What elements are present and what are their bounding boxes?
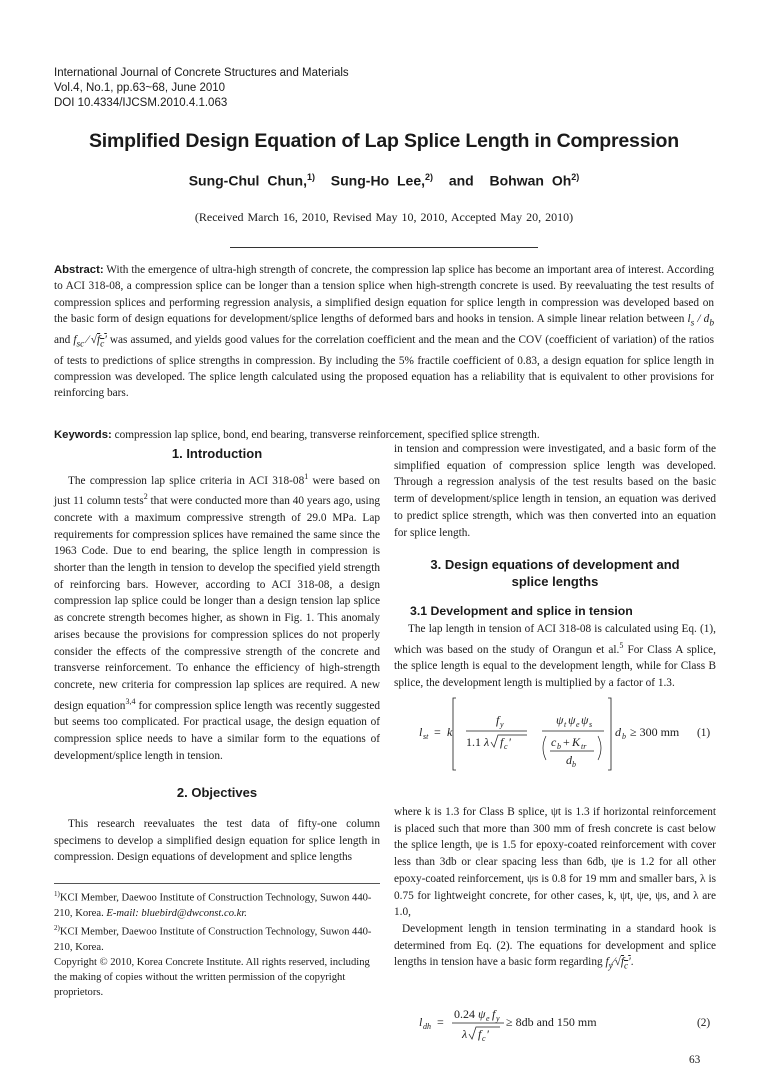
intro-text: were based on just 11 column tests — [54, 474, 380, 508]
svg-text:tr: tr — [581, 742, 587, 751]
journal-doi: DOI 10.4334/IJCSM.2010.4.1.063 — [54, 97, 228, 109]
author-affiliation-mark: 1) — [307, 172, 316, 182]
svg-text:b: b — [572, 760, 576, 769]
author-name: Sung-Chul Chun, — [188, 172, 307, 189]
header-divider — [230, 247, 538, 248]
svg-text:f: f — [496, 713, 500, 727]
footnote-text: KCI Member, Daewoo Institute of Construction Technology, Suwon 440-210, Korea. — [54, 892, 372, 919]
svg-text:0.24: 0.24 — [454, 1007, 475, 1021]
abstract-text-part1: With the emergence of ultra-high strength of concrete, the compression lap splice has become an important area of interest. According to ACI 318-08, a compression splice can be longer than a tension splice when high-strength concrete is used. By reevaluating the test results of compression splices and performing regression analysis, a simplified design equation for splice length in compression was developed based on the basic form of design equations for development/splice lengths of deformed bars and hooks in tension. A simple linear relation between — [54, 264, 715, 326]
svg-text:c: c — [504, 742, 508, 751]
svg-text:d: d — [566, 753, 572, 767]
author-conjunction: and — [448, 172, 474, 189]
journal-name: International Journal of Concrete Structures and Materials — [54, 67, 349, 79]
svg-text:e: e — [576, 720, 580, 729]
footnote-mark: 2) — [54, 923, 60, 932]
svg-text:′: ′ — [487, 1027, 490, 1041]
tension-text: For Class A splice, the splice length is equal to the development length, while for Class B splice, the development length is multiplied by a factor of 1.3. — [394, 643, 717, 689]
continuation-paragraph — [394, 441, 716, 541]
intro-text: that were conducted more than 40 years ago, using concrete with a maximum compressive strength of 29.0 MPa. Lap requirements for compression splices have remained the same since the 1963 Code. Due to end bearing, the splice length in compression is shorter than the length in tension to develop the specified yield strength of reinforcing bars. However, according to ACI 318-08, a design compression lap splice could be longer than a design tension lap splice as concrete strength becomes higher, as shown in Fig. 1. This anomaly arises because the provisions for compression splices do not properly consider the effects of the compressive strength of the concrete and transverse reinforcement. To enhance the efficiency of high-strength concrete, new criteria for compression lap splices are required. A new design equation — [54, 495, 380, 712]
equation-2-number: (2) — [697, 1017, 711, 1029]
inline-math: $f_{sc}$ ⁄ $√f_c'$ — [73, 333, 107, 350]
section-title-line: 3. Design equations of development and — [430, 557, 680, 572]
footnote-mark: 1) — [54, 890, 60, 898]
svg-text:b: b — [557, 742, 561, 751]
svg-text:dh: dh — [423, 1022, 431, 1031]
svg-text:K: K — [572, 735, 581, 749]
equation-2 — [394, 1000, 716, 1050]
author-affiliation-mark: 2) — [425, 172, 434, 182]
citation-mark: 2 — [143, 492, 148, 502]
svg-text:l: l — [419, 725, 423, 739]
copyright-notice: Copyright © 2010, Korea Concrete Institute. All rights reserved, including the making of copies without the written permission of the copyright proprietors. — [54, 956, 370, 999]
svg-text:l: l — [419, 1015, 423, 1029]
section-title-line: splice lengths — [511, 574, 599, 589]
svg-text:c: c — [551, 735, 557, 749]
svg-text:c: c — [482, 1034, 486, 1043]
svg-text:f: f — [500, 735, 504, 749]
svg-text:=: = — [437, 1015, 444, 1029]
svg-text:f: f — [478, 1027, 482, 1041]
intro-text: The compression lap splice criteria in ACI 318-08 — [68, 474, 305, 487]
svg-text:′: ′ — [509, 735, 512, 749]
intro-text: for compression splice length was recently suggested but seems too complicated. For practical usage, the design equation of compression splice needs to have a similar form to the equations of development/splice length in tension. — [54, 699, 381, 762]
citation-mark: 5 — [619, 640, 624, 650]
svg-text:ψ: ψ — [478, 1007, 486, 1021]
section-title-objectives: 2. Objectives — [176, 785, 258, 800]
author-name: Sung-Ho Lee, — [330, 172, 426, 189]
equation-1-bound: ≥ 300 mm — [630, 725, 680, 739]
equation-1-explanation: where k is 1.3 for Class B splice, ψt is 1.3 if horizontal reinforcement is placed such that more than 300 mm of fresh concrete is cast below the splice length, ψe is 1.5 for epoxy-coated reinforcement with cover less than 3db or clear spacing less than 6db, ψe is 1.2 for all other epoxy-coated reinforcement, ψs is 0.8 for 19 mm and smaller bars, λ is 0.75 for lightweight concrete, for other cases, k, ψt, ψe, ψs, and λ are 1.0, Development length in tension terminating in a standard hook is determined from Eq. (2). The equations for development and splice lengths in tension have a basic form regarding $f_y⁄√f_c'$. — [394, 806, 716, 972]
equation-2-bound: ≥ 8db and 150 mm — [506, 1015, 597, 1029]
keywords-text: compression lap splice, bond, end bearing, transverse reinforcement, specified splice strength. — [114, 429, 540, 441]
svg-text:e: e — [486, 1014, 490, 1023]
footnotes — [54, 887, 380, 1000]
where-text: where k is 1.3 for Class B splice, ψt is 1.3 if horizontal reinforcement is placed such that more than 300 mm of fresh concrete is cast below the splice length, ψe is 1.5 for epoxy-coated reinforcement with cover less than 3db or clear spacing less than 6db, ψe is 1.2 for all other epoxy-coated reinforcement, ψs is 0.8 for 19 mm and smaller bars, λ is 0.75 for lightweight concrete, for other cases, k, ψt, ψe, ψs, and λ are 1.0, — [394, 806, 716, 919]
journal-volume: Vol.4, No.1, pp.63~68, June 2010 — [54, 82, 226, 94]
svg-text:ψ: ψ — [556, 713, 564, 727]
section-title-design-equations — [394, 556, 716, 590]
svg-text:ψ: ψ — [581, 713, 589, 727]
subsection-title-tension: 3.1 Development and splice in tension — [410, 604, 633, 618]
inline-math: $l_s / d_b$ — [687, 313, 715, 329]
abstract-label: Abstract: — [54, 264, 104, 276]
svg-text:y: y — [500, 720, 504, 729]
paper-title: Simplified Design Equation of Lap Splice Length in Compression — [89, 130, 679, 152]
received-dates: (Received March 16, 2010, Revised May 10, 2010, Accepted May 20, 2010) — [194, 210, 574, 224]
page-number: 63 — [689, 1054, 701, 1066]
hook-text: Development length in tension terminating in a standard hook is determined from Eq. (2). The equations for development and splice lengths in tension have a basic form regarding — [394, 922, 716, 969]
continuation-text: in tension and compression were investigated, and a basic form of the simplified equation of compression splice length was developed. Through a regression analysis of the test results based on the basic term of development/splice length in tension, an equation was derived to predict splice strength, which was then converted into an equation for splice length. — [394, 443, 716, 539]
svg-text:t: t — [564, 720, 567, 729]
svg-text:+: + — [563, 735, 570, 749]
svg-text:f: f — [492, 1007, 496, 1021]
svg-text:=: = — [434, 725, 441, 739]
author-list — [0, 172, 768, 189]
footnote-text: KCI Member, Daewoo Institute of Construction Technology, Suwon 440-210, Korea. — [54, 926, 372, 953]
footnote-1 — [54, 887, 380, 921]
citation-mark: 3,4 — [125, 696, 136, 706]
section-title-introduction: 1. Introduction — [171, 446, 263, 461]
citation-mark: 1 — [304, 472, 309, 481]
svg-text:b: b — [622, 732, 626, 741]
introduction-paragraph — [54, 469, 380, 764]
journal-header — [54, 66, 349, 111]
equation-1 — [394, 684, 716, 776]
svg-text:λ: λ — [462, 1027, 468, 1041]
footnote-2 — [54, 921, 380, 955]
author-affiliation-mark: 2) — [571, 172, 580, 182]
abstract-text-part2: was assumed, and yields good values for the correlation coefficient and the mean and the COV (coefficient of variation) of the ratios of tests to predictions of splice strengths in compression. By including the 5% fractile coefficient of 0.83, a design equation for splice length in compression was developed. The splice length calculated using the proposed equation has a reliability that is equivalent to other provisions for reinforcing bars. — [54, 333, 714, 400]
footnote-divider — [54, 883, 380, 884]
tension-text: The lap length in tension of ACI 318-08 is calculated using Eq. (1), which was based on the study of Orangun et al. — [394, 623, 716, 656]
objectives-paragraph — [54, 816, 380, 866]
svg-text:d: d — [615, 725, 621, 739]
inline-math: $f_y⁄√f_c'$ — [605, 956, 631, 972]
svg-text:1.1: 1.1 — [466, 735, 481, 749]
svg-text:λ: λ — [484, 735, 490, 749]
svg-text:s: s — [589, 720, 593, 729]
svg-text:ψ: ψ — [568, 713, 576, 727]
author-name: Bohwan Oh — [489, 172, 572, 189]
svg-text:st: st — [423, 732, 429, 741]
svg-text:k: k — [447, 725, 453, 739]
abstract: Abstract: With the emergence of ultra-high strength of concrete, the compression lap splice has become an important area of interest. According to ACI 318-08, a compression splice can be longer than a tension splice when high-strength concrete is used. By reevaluating the test results of compression splices and performing regression analysis, a simplified design equation for splice length in compression was developed based on the basic form of design equations for development/splice lengths of deformed bars and hooks in tension. A simple linear relation between $l_s / d_b$ and $f_{sc}$ ⁄ $√f_c'$ was assumed, and yields good values for the correlation coefficient and the mean and the COV (coefficient of variation) of the ratios of tests to predictions of splice strengths in compression. By including the 5% fractile coefficient of 0.83, a design equation for splice length in compression was developed. The splice length calculated using the proposed equation has a reliability that is equivalent to other provisions for reinforcing bars. — [54, 264, 715, 400]
equation-1-number: (1) — [697, 727, 711, 739]
tension-paragraph — [394, 621, 716, 692]
author-email: E-mail: bluebird@dwconst.co.kr. — [106, 907, 247, 919]
objectives-text: This research reevaluates the test data of fifty-one column specimens to develop a simplified design equation for splice length in compression. Design equations of development and splice lengths — [54, 818, 380, 864]
svg-text:y: y — [496, 1014, 500, 1023]
keywords-label: Keywords: — [54, 429, 112, 441]
